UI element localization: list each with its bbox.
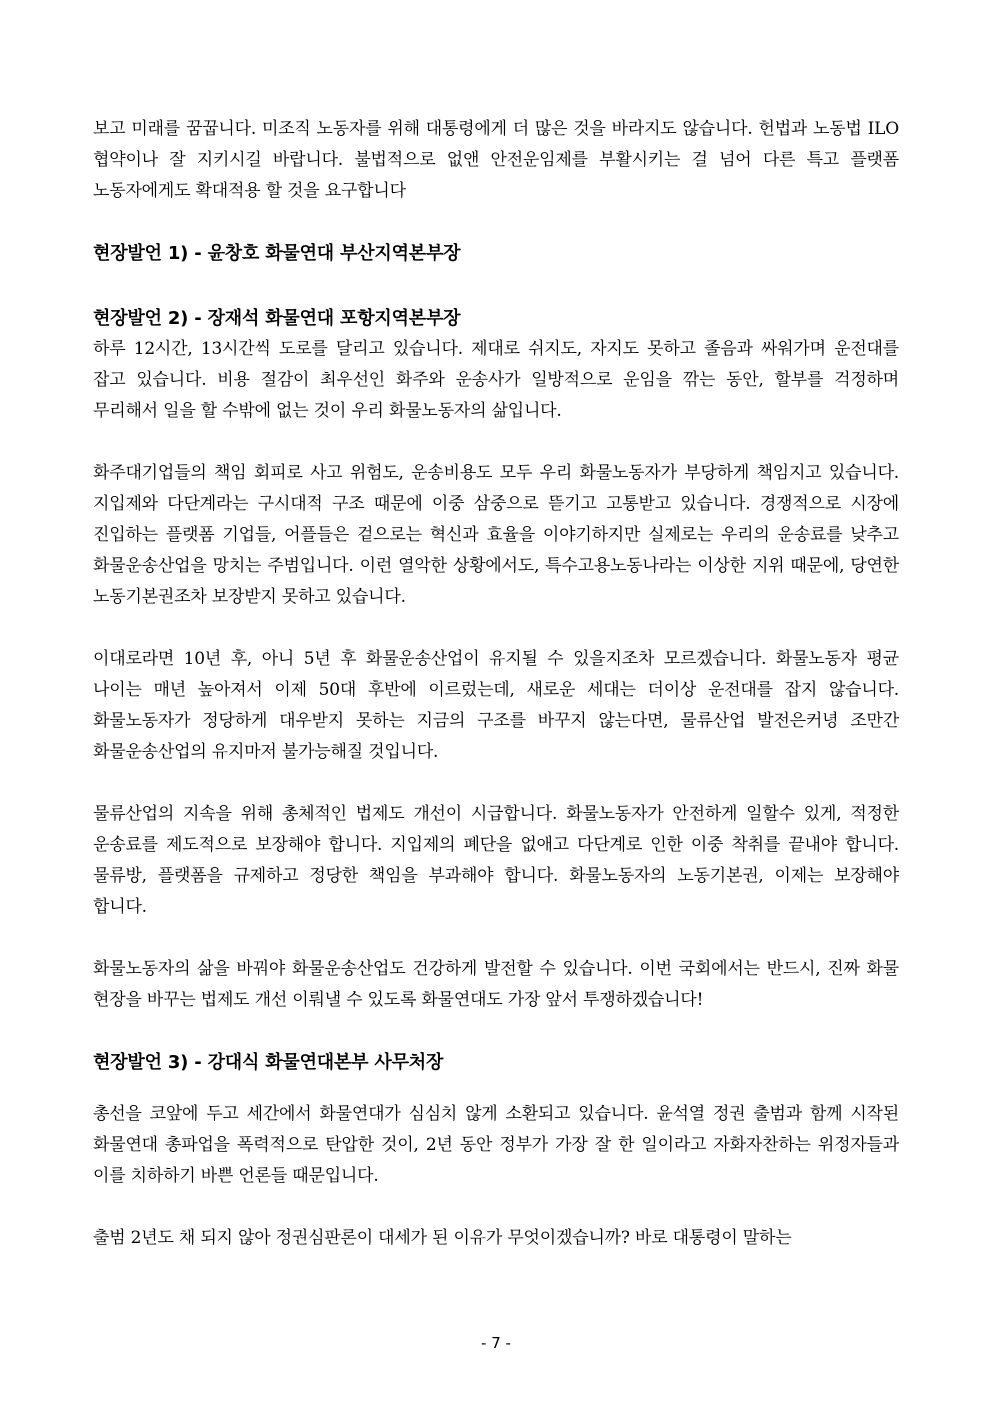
section-heading-speech-1: 현장발언 1) - 윤창호 화물연대 부산지역본부장 [93, 243, 461, 264]
paragraph-spacer [93, 613, 899, 644]
paragraph-spacer [93, 1192, 899, 1223]
paragraph-structure-problem: 화주대기업들의 책임 회피로 사고 위험도, 운송비용도 모두 우리 화물노동자가 부당하게 책임지고 있습니다. 지입제와 다단계라는 구시대적 구조 때문에 이중 삼중으로 뜯기고 고통받고 있습니다. 경쟁적으로 시장에 진입하는 플랫폼 기업들, 어플들은 겉으로는 혁신과 효율을 이야기하지만 실제로는 우리의 운송료를 낮추고 화물운송산업을 망치는 주범입니다. 이런 열악한 상황에서도, 특수고용노동나라는 이상한 지위 때문에, 당연한 노동기본권조차 보장받지 못하고 있습니다. [93, 463, 899, 607]
heading-spacer [93, 269, 899, 303]
heading-spacer [93, 1078, 899, 1099]
paragraph-spacer [93, 427, 899, 458]
paragraph-continued: 보고 미래를 꿈꿉니다. 미조직 노동자를 위해 대통령에게 더 많은 것을 바라지도 않습니다. 헌법과 노동법 ILO 협약이나 잘 지키시길 바랍니다. 불법적으로 없앤 안전운임제를 부활시키는 걸 넘어 다른 특고 플랫폼 노동자에게도 확대적용 할 것을 요구합니다 [93, 119, 899, 201]
paragraph-working-hours: 하루 12시간, 13시간씩 도로를 달리고 있습니다. 제대로 쉬지도, 자지도 못하고 졸음과 싸워가며 운전대를 잡고 있습니다. 비용 절감이 최우선인 화주와 운송사가 일방적으로 운임을 깎는 동안, 할부를 걱정하며 무리해서 일을 할 수밖에 없는 것이 우리 화물노동자의 삶입니다. [93, 339, 899, 421]
section-heading-speech-2: 현장발언 2) - 장재석 화물연대 포항지역본부장 [93, 308, 461, 329]
paragraph-election-context: 총선을 코앞에 두고 세간에서 화물연대가 심심치 않게 소환되고 있습니다. 윤석열 정권 출범과 함께 시작된 화물연대 총파업을 폭력적으로 탄압한 것이, 2년 동안 정부가 가장 잘 한 일이라고 자화자찬하는 위정자들과 이를 치하하기 바쁜 언론들 때문입니다. [93, 1104, 899, 1186]
paragraph-government-judgment: 출범 2년도 채 되지 않아 정권심판론이 대세가 된 이유가 무엇이겠습니까? 바로 대통령이 말하는 [93, 1228, 792, 1248]
document-body [93, 114, 899, 1254]
paragraph-legal-reform: 물류산업의 지속을 위해 총체적인 법제도 개선이 시급합니다. 화물노동자가 안전하게 일할수 있게, 적정한 운송료를 제도적으로 보장해야 합니다. 지입제의 폐단을 없애고 다단계로 인한 이중 착취를 끝내야 합니다. 물류방, 플랫폼을 규제하고 정당한 책임을 부과해야 합니다. 화물노동자의 노동기본권, 이제는 보장해야 합니다. [93, 804, 899, 917]
paragraph-industry-future: 이대로라면 10년 후, 아니 5년 후 화물운송산업이 유지될 수 있을지조차 모르겠습니다. 화물노동자 평균 나이는 매년 높아져서 이제 50대 후반에 이르렀는데, 새로운 세대는 더이상 운전대를 잡지 않습니다. 화물노동자가 정당하게 대우받지 못하는 지금의 구조를 바꾸지 않는다면, 물류산업 발전은커녕 조만간 화물운송산업의 유지마저 불가능해질 것입니다. [93, 649, 899, 762]
paragraph-resolution: 화물노동자의 삶을 바꿔야 화물운송산업도 건강하게 발전할 수 있습니다. 이번 국회에서는 반드시, 진짜 화물 현장을 바꾸는 법제도 개선 이뤄낼 수 있도록 화물연대도 가장 앞서 투쟁하겠습니다! [93, 959, 899, 1010]
paragraph-spacer [93, 923, 899, 954]
section-heading-speech-3: 현장발언 3) - 강대식 화물연대본부 사무처장 [93, 1052, 444, 1073]
paragraph-spacer [93, 1016, 899, 1047]
paragraph-spacer [93, 207, 899, 238]
page-number: - 7 - [481, 1334, 511, 1352]
paragraph-spacer [93, 768, 899, 799]
